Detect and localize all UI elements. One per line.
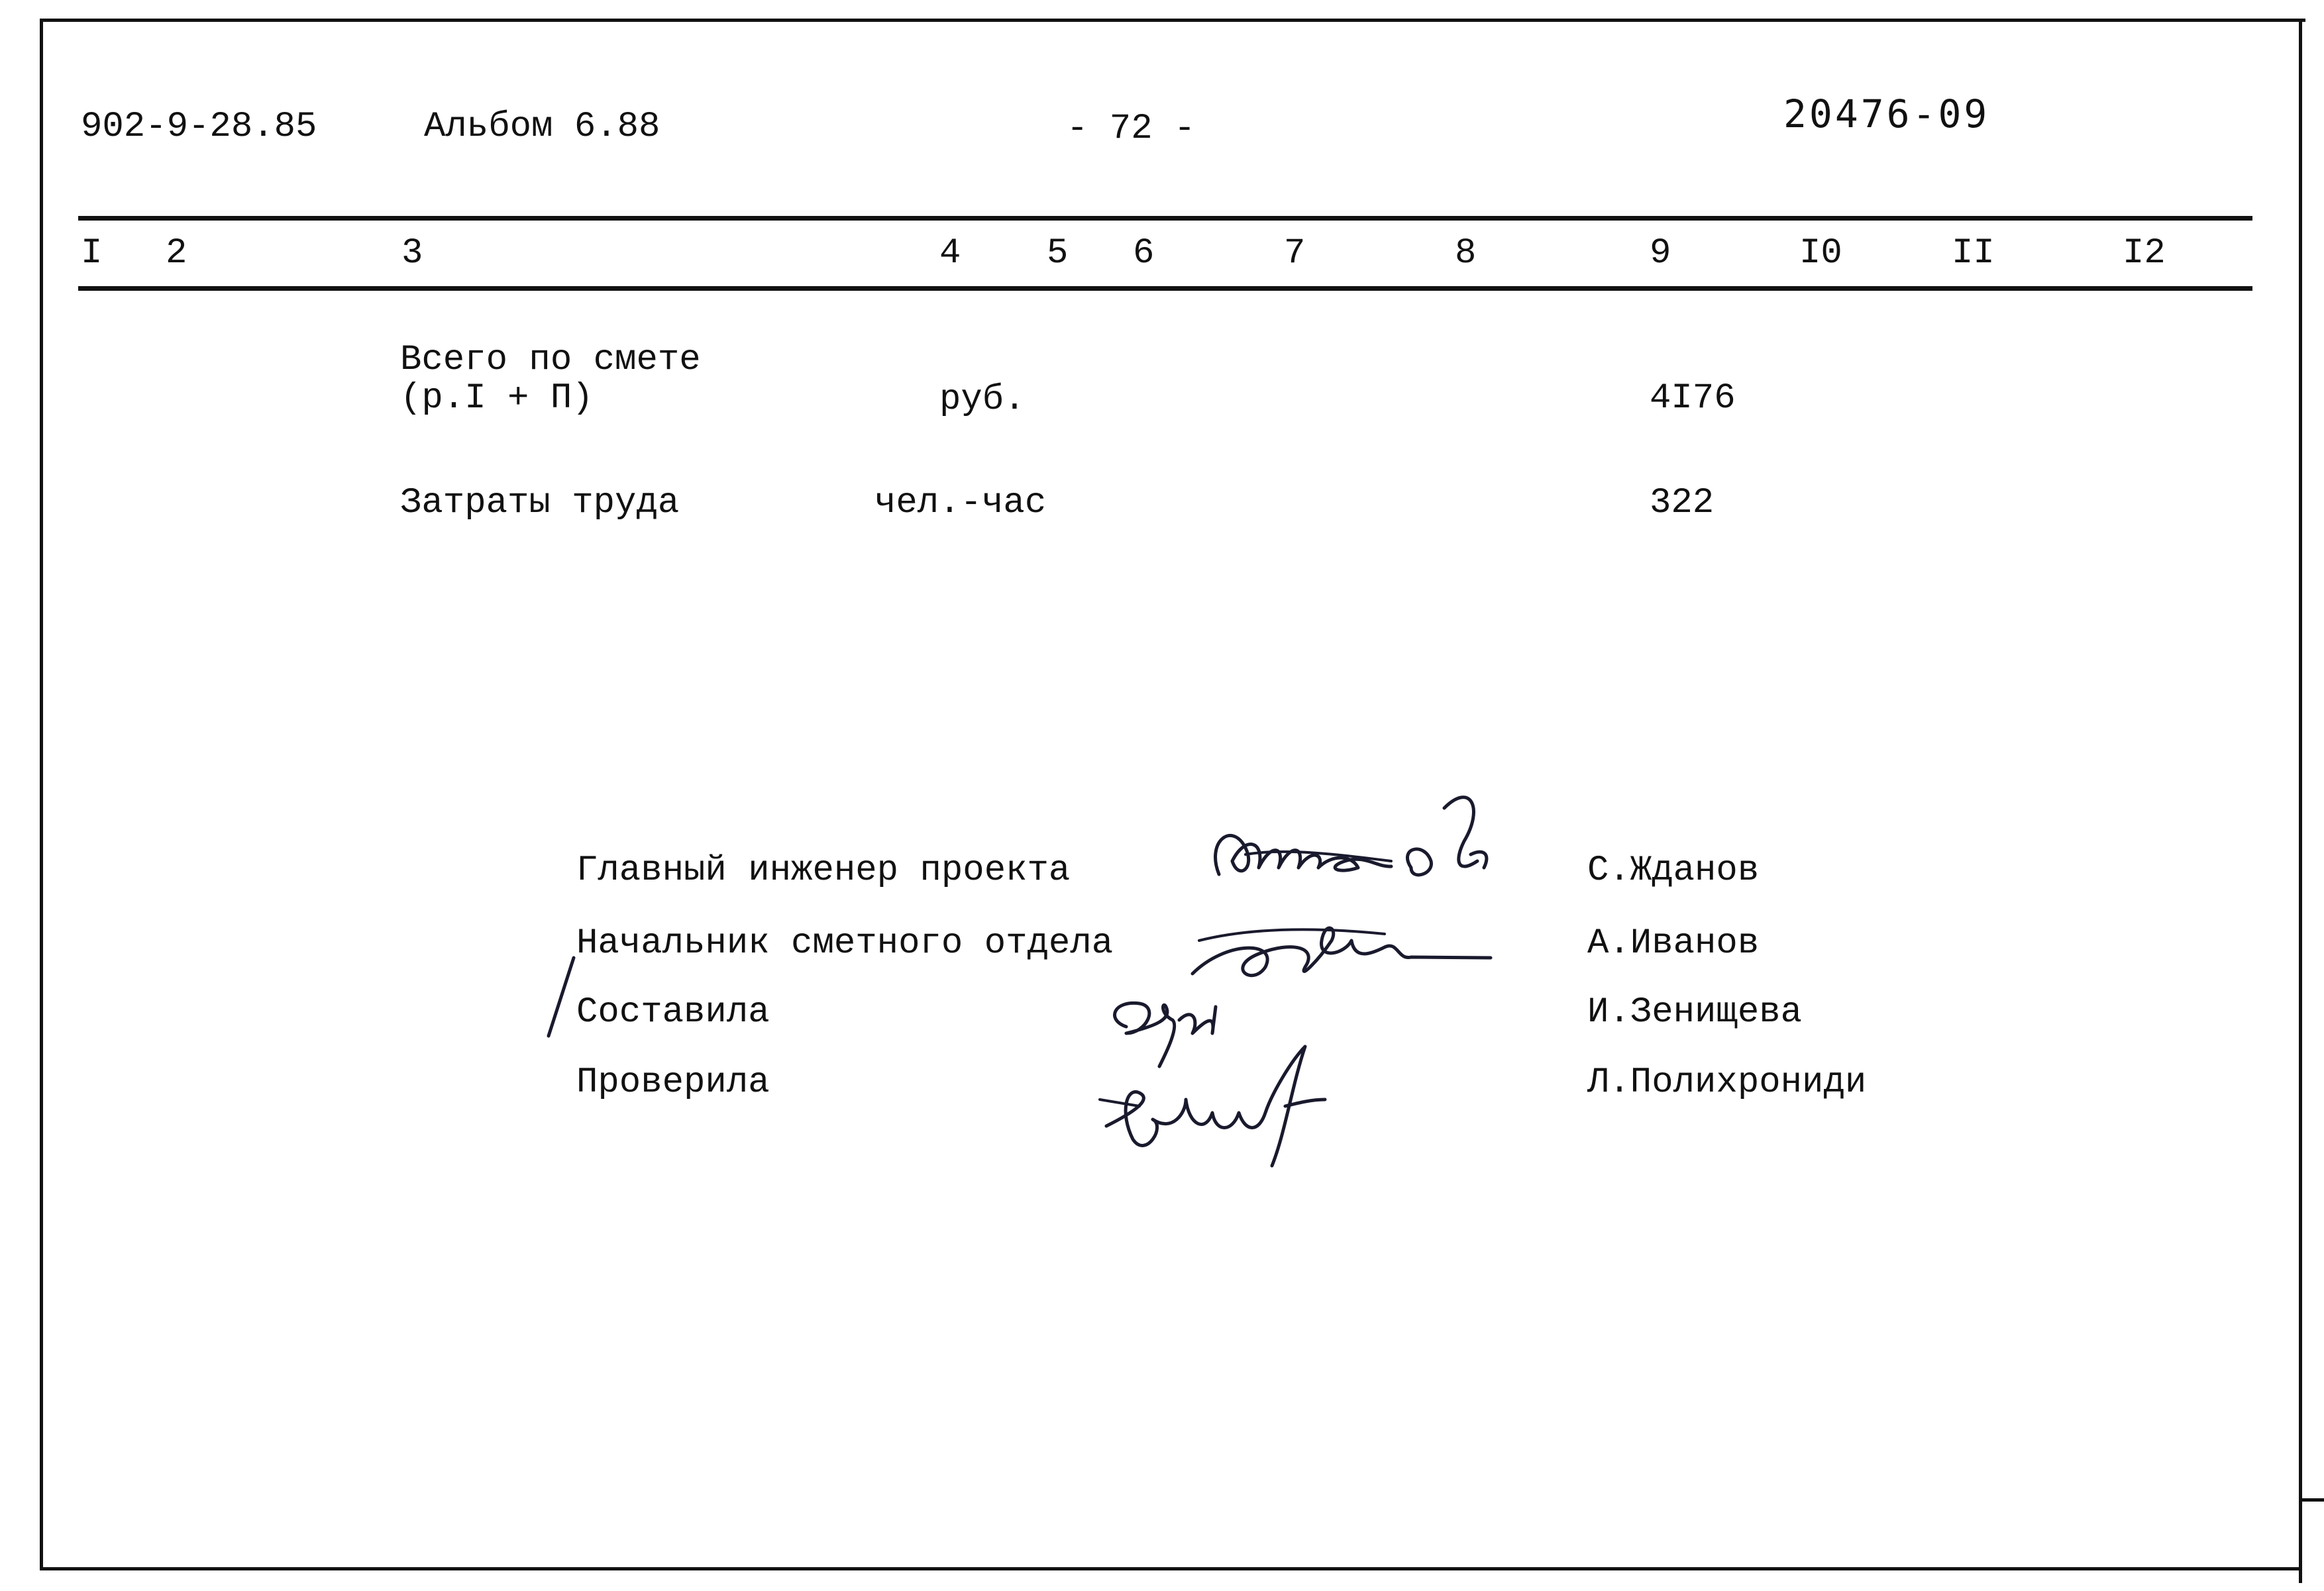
labour-description: Затраты труда: [400, 483, 680, 523]
signature-role-checked-by: Проверила: [576, 1062, 770, 1103]
archive-number: 20476-09: [1783, 91, 1990, 136]
total-value: 4I76: [1650, 378, 1736, 419]
table-header-rule: [78, 286, 2252, 291]
signature-role-chief-engineer: Главный инженер проекта: [576, 850, 1071, 891]
column-number: I0: [1799, 233, 1842, 274]
handwritten-signature-head-of-estimates: [1186, 901, 1504, 987]
frame-top: [40, 19, 2305, 22]
signature-name-checked-by: Л.Полихрониди: [1587, 1062, 1867, 1103]
signature-role-compiled-by: Составила: [576, 992, 770, 1033]
frame-tick: [2299, 1498, 2324, 1502]
page-number: - 72 -: [1067, 109, 1196, 149]
column-number: I2: [2123, 233, 2166, 274]
labour-value: 322: [1650, 483, 1715, 523]
column-number: 7: [1284, 233, 1306, 274]
signature-name-chief-engineer: С.Жданов: [1587, 850, 1760, 891]
column-number: 5: [1047, 233, 1069, 274]
column-number: 3: [401, 233, 423, 274]
signature-name-head-of-estimates: А.Иванов: [1587, 923, 1760, 964]
total-description-line2: (р.I + П): [400, 378, 594, 419]
signature-name-compiled-by: И.Зенищева: [1587, 992, 1803, 1033]
frame-left: [40, 19, 43, 1568]
table-top-rule: [78, 216, 2252, 221]
column-number: I: [81, 233, 103, 274]
column-number: 4: [939, 233, 961, 274]
doc-code: 902-9-28.85: [81, 107, 317, 147]
album-label: Альбом 6.88: [424, 107, 660, 147]
labour-unit: чел.-час: [874, 483, 1047, 523]
column-number: 8: [1455, 233, 1477, 274]
total-unit: руб.: [939, 380, 1026, 420]
total-description-line1: Всего по смете: [400, 340, 701, 380]
column-number: 2: [166, 233, 187, 274]
column-number: 6: [1133, 233, 1155, 274]
frame-bottom: [40, 1567, 2302, 1570]
signature-role-head-of-estimates: Начальник сметного отдела: [576, 923, 1114, 964]
handwritten-signature-chief-engineer: [1192, 782, 1524, 901]
column-number: II: [1952, 233, 1995, 274]
handwritten-signature-checked-by: [1093, 1033, 1385, 1179]
column-number: 9: [1650, 233, 1671, 274]
frame-right: [2299, 19, 2302, 1583]
handwritten-mark: [542, 954, 582, 1040]
